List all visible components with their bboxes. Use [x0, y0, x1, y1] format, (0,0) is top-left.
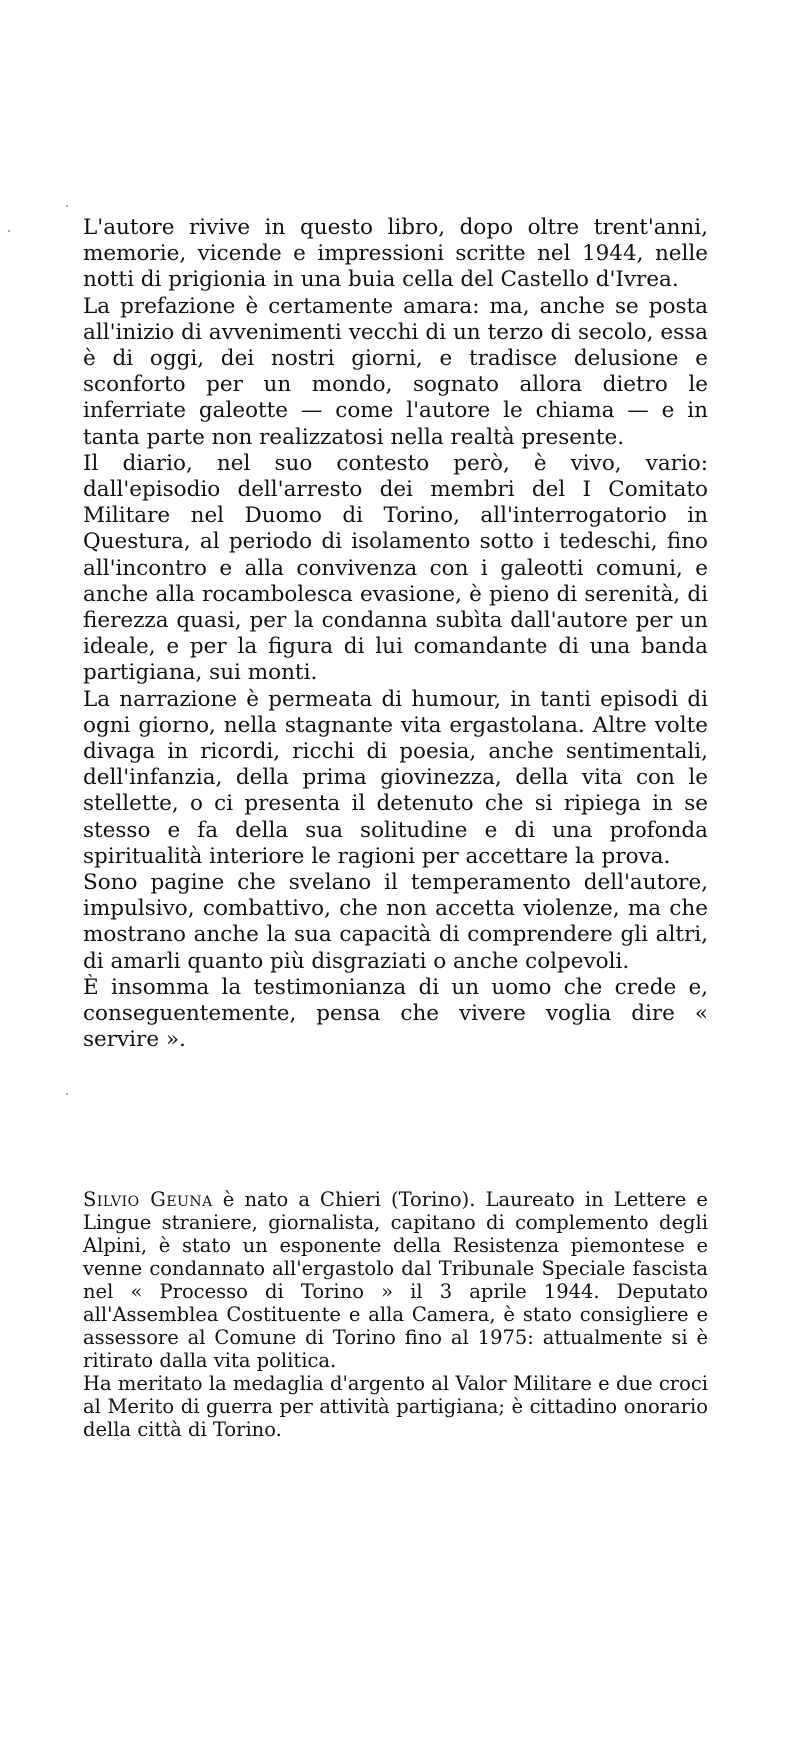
blurb-paragraph-6: È insomma la testimonianza di un uomo che crede e, conseguentemente, pensa che vivere voglia dire « servire ».	[83, 974, 708, 1053]
author-bio	[83, 1188, 708, 1441]
author-name: Silvio Geuna	[83, 1188, 213, 1211]
bio-paragraph-1-text: è nato a Chieri (Torino). Laureato in Lettere e Lingue straniere, giornalista, capitano di complemento degli Alpini, è stato un esponente della Resistenza piemontese e venne condannato all'ergastolo dal Tribunale Speciale fascista nel « Processo di Torino » il 3 aprile 1944. Deputato all'Assemblea Costituente e alla Camera, è stato consigliere e assessore al Comune di Torino fino al 1975: attualmente si è ritirato dalla vita politica.	[83, 1188, 708, 1372]
bio-paragraph-1	[83, 1188, 708, 1372]
blurb-paragraph-2: La prefazione è certamente amara: ma, anche se posta all'inizio di avvenimenti vecchi di un terzo di secolo, essa è di oggi, dei nostri giorni, e tradisce delusione e sconforto per un mondo, sognato allora dietro le inferriate galeotte — come l'autore le chiama — e in tanta parte non realizzatosi nella realtà presente.	[83, 293, 708, 450]
scan-speck	[66, 205, 68, 207]
blurb-paragraph-1: L'autore rivive in questo libro, dopo oltre trent'anni, memorie, vicende e impressioni scritte nel 1944, nelle notti di prigionia in una buia cella del Castello d'Ivrea.	[83, 215, 708, 293]
blurb-paragraph-5: Sono pagine che svelano il temperamento dell'autore, impulsivo, combattivo, che non accetta violenze, ma che mostrano anche la sua capacità di comprendere gli altri, di amarli quanto più disgraziati o anche colpevoli.	[83, 870, 708, 974]
scan-speck	[8, 230, 10, 232]
blurb-paragraph-3: Il diario, nel suo contesto però, è vivo, vario: dall'episodio dell'arresto dei membri del I Comitato Militare nel Duomo di Torino, all'interrogatorio in Questura, al periodo di isolamento sotto i tedeschi, fino all'incontro e alla convivenza con i galeotti comuni, e anche alla rocambolesca evasione, è pieno di serenità, di fierezza quasi, per la condanna subìta dall'autore per un ideale, e per la figura di lui comandante di una banda partigiana, sui monti.	[83, 450, 708, 686]
scan-speck	[66, 1093, 68, 1095]
blurb-paragraph-4: La narrazione è permeata di humour, in tanti episodi di ogni giorno, nella stagnante vita ergastolana. Altre volte divaga in ricordi, ricchi di poesia, anche sentimentali, dell'infanzia, della prima giovinezza, della vita con le stellette, o ci presenta il detenuto che si ripiega in se stesso e fa della sua solitudine e di una profonda spiritualità interiore le ragioni per accettare la prova.	[83, 686, 708, 869]
blurb-text	[83, 215, 708, 1054]
bio-paragraph-2: Ha meritato la medaglia d'argento al Valor Militare e due croci al Merito di guerra per attività partigiana; è cittadino onorario della città di Torino.	[83, 1372, 708, 1441]
